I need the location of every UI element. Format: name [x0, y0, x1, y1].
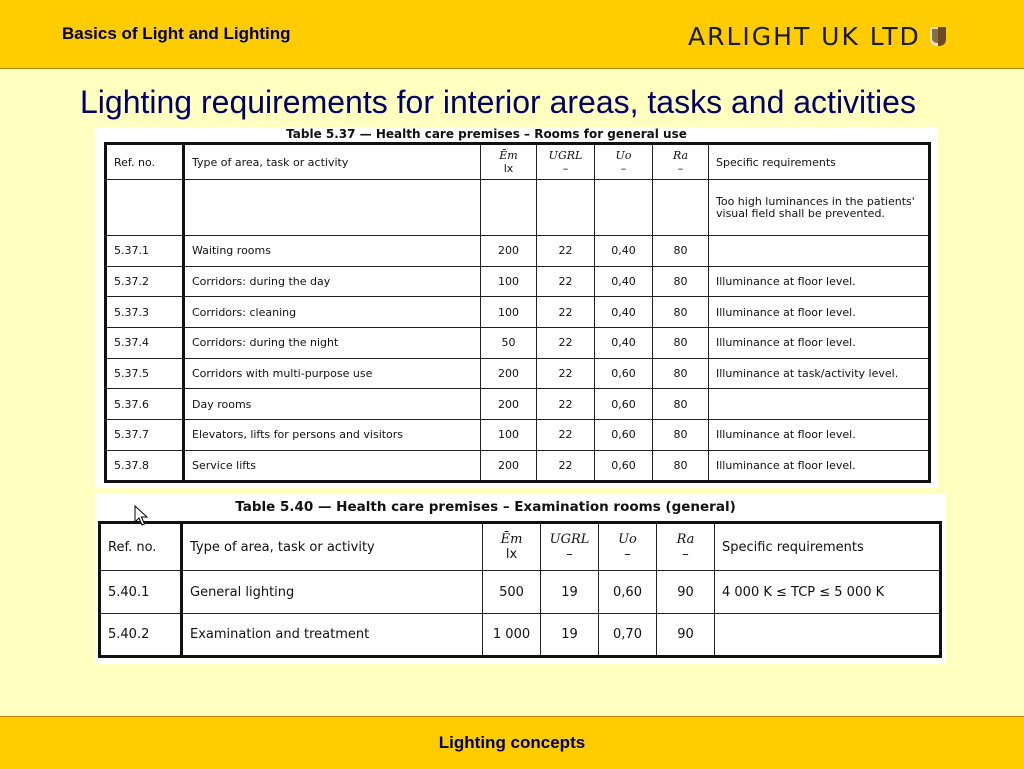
cell-type: Corridors: cleaning — [184, 297, 481, 328]
cell-ref: 5.40.2 — [100, 614, 182, 657]
cell-uo: 0,60 — [595, 389, 653, 420]
table-header-row — [100, 523, 941, 571]
cell-requirements: Illuminance at floor level. — [709, 328, 930, 359]
header-ugr — [537, 144, 595, 180]
header-title: Basics of Light and Lighting — [62, 24, 291, 43]
cell-uo: 0,40 — [595, 328, 653, 359]
cell-ra: 80 — [653, 236, 709, 267]
header-em — [481, 144, 537, 180]
cell-em: 100 — [481, 297, 537, 328]
cell-em: 100 — [481, 420, 537, 451]
table-row — [106, 180, 930, 236]
cell-em: 200 — [481, 389, 537, 420]
footer-bar — [0, 716, 1024, 769]
header-ugr-symbol: UGRL — [548, 149, 583, 162]
cell-ref: 5.37.8 — [106, 450, 184, 481]
cell-type: Corridors with multi-purpose use — [184, 358, 481, 389]
cell-uo: 0,60 — [595, 358, 653, 389]
header-bar — [0, 0, 1024, 69]
header-type: Type of area, task or activity — [184, 144, 481, 180]
cell-requirements — [709, 236, 930, 267]
cell-ra: 80 — [653, 389, 709, 420]
cell-ref: 5.37.4 — [106, 328, 184, 359]
cell-ugr: 19 — [541, 571, 599, 614]
general-note: Too high luminances in the patients' visual field shall be prevented. — [709, 180, 930, 236]
table-caption: Table 5.37 — Health care premises – Rooms for general use — [286, 127, 687, 141]
header-em-unit: lx — [503, 162, 514, 175]
cell-type: General lighting — [182, 571, 483, 614]
footer-text: Lighting concepts — [438, 733, 586, 752]
cell-ugr: 22 — [537, 328, 595, 359]
header-em — [483, 523, 541, 571]
cell-uo: 0,40 — [595, 236, 653, 267]
requirements-table — [98, 521, 942, 658]
table-5-37-image — [95, 127, 938, 488]
cell-type: Day rooms — [184, 389, 481, 420]
cell-uo: 0,60 — [599, 571, 657, 614]
header-uo — [595, 144, 653, 180]
cell-type: Examination and treatment — [182, 614, 483, 657]
cell-ugr: 22 — [537, 450, 595, 481]
header-ugr-unit: – — [562, 162, 569, 175]
header-uo-unit: – — [620, 162, 627, 175]
header-ugr — [541, 523, 599, 571]
table-row — [100, 614, 941, 657]
cell-ref: 5.37.3 — [106, 297, 184, 328]
cell-ra — [653, 180, 709, 236]
header-ugr-unit: – — [566, 547, 573, 562]
cell-requirements: Illuminance at floor level. — [709, 266, 930, 297]
cell-requirements: Illuminance at floor level. — [709, 420, 930, 451]
cell-em: 100 — [481, 266, 537, 297]
cell-ra: 80 — [653, 266, 709, 297]
cell-ref: 5.37.1 — [106, 236, 184, 267]
header-uo-symbol: Uo — [618, 532, 637, 547]
header-uo-unit: – — [624, 547, 631, 562]
cell-em: 500 — [483, 571, 541, 614]
header-ra — [653, 144, 709, 180]
cell-ref: 5.37.7 — [106, 420, 184, 451]
table-row — [106, 450, 930, 481]
cell-ugr: 22 — [537, 266, 595, 297]
cell-ra: 90 — [657, 614, 715, 657]
cell-ref: 5.40.1 — [100, 571, 182, 614]
header-type: Type of area, task or activity — [182, 523, 483, 571]
cell-ugr: 22 — [537, 297, 595, 328]
cell-ref — [106, 180, 184, 236]
table-row — [106, 358, 930, 389]
cell-ra: 80 — [653, 328, 709, 359]
cell-requirements: Illuminance at task/activity level. — [709, 358, 930, 389]
header-em-unit: lx — [505, 547, 518, 562]
cell-requirements: 4 000 K ≤ TCP ≤ 5 000 K — [715, 571, 941, 614]
cell-ugr: 22 — [537, 420, 595, 451]
cell-requirements: Illuminance at floor level. — [709, 450, 930, 481]
header-ra-unit: – — [677, 162, 684, 175]
header-requirements: Specific requirements — [715, 523, 941, 571]
table-row — [106, 389, 930, 420]
cell-em: 200 — [481, 236, 537, 267]
cell-ugr: 19 — [541, 614, 599, 657]
cell-em — [481, 180, 537, 236]
table-caption: Table 5.40 — Health care premises – Examination rooms (general) — [235, 499, 736, 515]
company-logo — [688, 20, 949, 52]
cell-ugr: 22 — [537, 389, 595, 420]
cell-ra: 80 — [653, 450, 709, 481]
cell-em: 200 — [481, 450, 537, 481]
header-ra-symbol: Ra — [676, 532, 695, 547]
table-row — [106, 236, 930, 267]
cell-uo: 0,60 — [595, 420, 653, 451]
cell-ugr — [537, 180, 595, 236]
cell-ra: 80 — [653, 297, 709, 328]
cell-requirements: Illuminance at floor level. — [709, 297, 930, 328]
cell-ra: 80 — [653, 358, 709, 389]
cell-uo: 0,40 — [595, 266, 653, 297]
table-row — [106, 328, 930, 359]
cell-ugr: 22 — [537, 236, 595, 267]
slide-title: Lighting requirements for interior areas, tasks and activities — [80, 84, 916, 120]
header-requirements: Specific requirements — [709, 144, 930, 180]
logo-text: ARLIGHT UK LTD — [688, 21, 921, 51]
table-row — [100, 571, 941, 614]
cell-type — [184, 180, 481, 236]
table-5-40-image — [95, 493, 946, 664]
cell-type: Corridors: during the day — [184, 266, 481, 297]
cell-uo: 0,40 — [595, 297, 653, 328]
header-ugr-symbol: UGRL — [549, 532, 590, 547]
cell-uo — [595, 180, 653, 236]
cell-em: 1 000 — [483, 614, 541, 657]
cell-type: Service lifts — [184, 450, 481, 481]
cell-type: Elevators, lifts for persons and visitors — [184, 420, 481, 451]
header-ra-symbol: Ra — [672, 149, 689, 162]
cell-requirements — [715, 614, 941, 657]
header-uo — [599, 523, 657, 571]
cell-ref: 5.37.5 — [106, 358, 184, 389]
cell-requirements — [709, 389, 930, 420]
header-ref: Ref. no. — [106, 144, 184, 180]
requirements-table — [104, 142, 931, 483]
cell-type: Corridors: during the night — [184, 328, 481, 359]
mouse-cursor-icon — [134, 505, 150, 527]
cell-uo: 0,70 — [599, 614, 657, 657]
header-ref: Ref. no. — [100, 523, 182, 571]
header-uo-symbol: Uo — [615, 149, 632, 162]
header-em-symbol: Ēm — [500, 532, 523, 547]
cell-ref: 5.37.2 — [106, 266, 184, 297]
logo-mark-icon — [927, 24, 949, 48]
table-header-row — [106, 144, 930, 180]
table-row — [106, 297, 930, 328]
table-row — [106, 420, 930, 451]
cell-ref: 5.37.6 — [106, 389, 184, 420]
cell-em: 50 — [481, 328, 537, 359]
cell-ra: 80 — [653, 420, 709, 451]
header-ra-unit: – — [682, 547, 689, 562]
table-row — [106, 266, 930, 297]
header-em-symbol: Ēm — [499, 149, 518, 162]
cell-type: Waiting rooms — [184, 236, 481, 267]
cell-ugr: 22 — [537, 358, 595, 389]
header-ra — [657, 523, 715, 571]
cell-ra: 90 — [657, 571, 715, 614]
cell-em: 200 — [481, 358, 537, 389]
cell-uo: 0,60 — [595, 450, 653, 481]
